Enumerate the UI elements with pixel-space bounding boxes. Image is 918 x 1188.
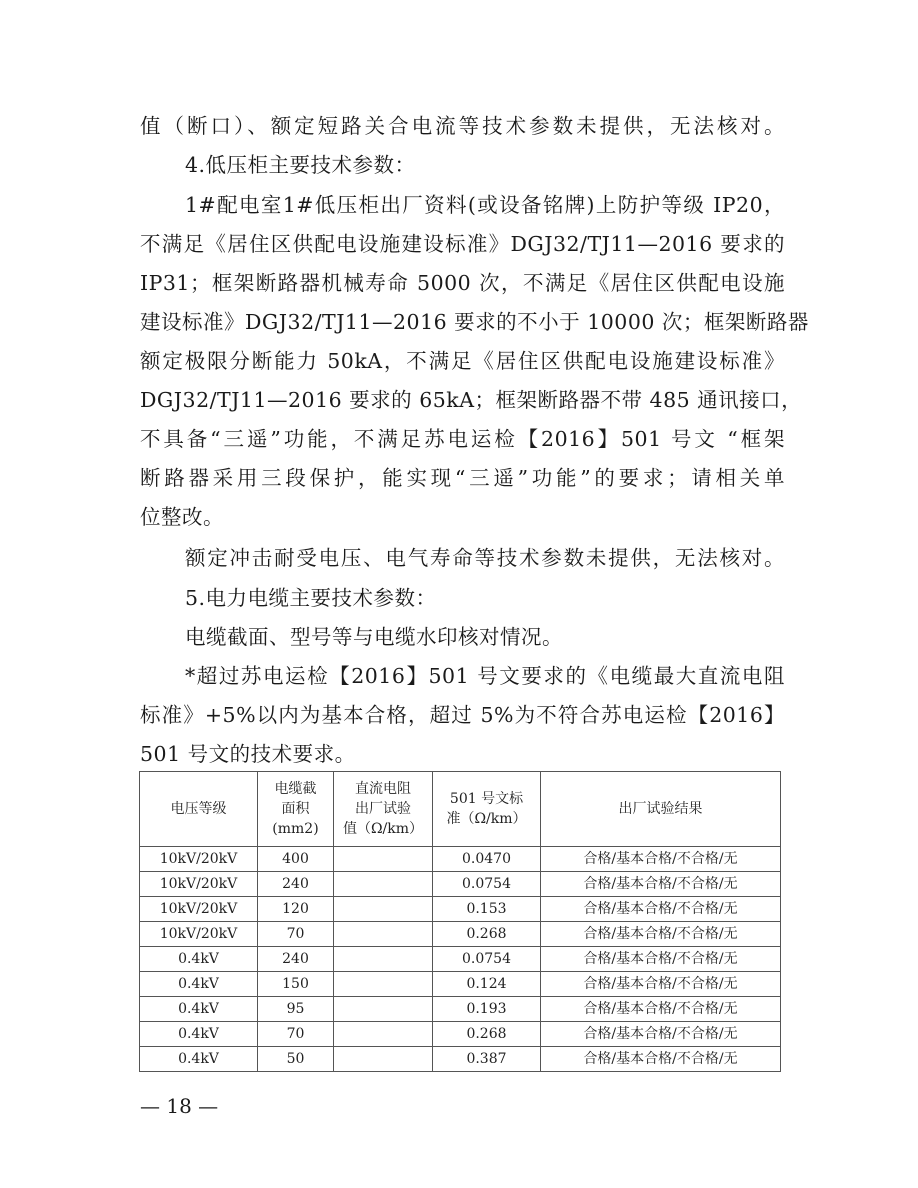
paragraph-line: 额定冲击耐受电压、电气寿命等技术参数未提供，无法核对。 xyxy=(185,546,785,570)
paragraph-line: 不满足《居住区供配电设施建设标准》DGJ32/TJ11—2016 要求的 xyxy=(140,232,785,256)
table-row xyxy=(140,847,781,872)
cell-standard: 0.387 xyxy=(433,1047,541,1072)
section-heading-power-cable: 5.电力电缆主要技术参数： xyxy=(185,586,437,610)
cell-voltage: 10kV/20kV xyxy=(140,872,258,897)
section-heading-low-voltage-cabinet: 4.低压柜主要技术参数： xyxy=(185,153,416,177)
cell-result: 合格/基本合格/不合格/无 xyxy=(541,997,781,1022)
cell-section: 120 xyxy=(258,897,334,922)
paragraph-line: 断路器采用三段保护，能实现“三遥”功能”的要求；请相关单 xyxy=(140,466,785,490)
cable-resistance-table xyxy=(139,771,781,1072)
paragraph-line: 标准》+5%以内为基本合格，超过 5%为不符合苏电运检【2016】 xyxy=(140,703,785,727)
cell-standard: 0.193 xyxy=(433,997,541,1022)
header-voltage-level: 电压等级 xyxy=(140,772,258,847)
cell-voltage: 10kV/20kV xyxy=(140,847,258,872)
cell-voltage: 0.4kV xyxy=(140,1022,258,1047)
table-row xyxy=(140,972,781,997)
cell-voltage: 0.4kV xyxy=(140,997,258,1022)
paragraph-line: 电缆截面、型号等与电缆水印核对情况。 xyxy=(185,625,563,649)
cell-section: 95 xyxy=(258,997,334,1022)
cell-result: 合格/基本合格/不合格/无 xyxy=(541,847,781,872)
header-test-result: 出厂试验结果 xyxy=(541,772,781,847)
cell-dc-resistance xyxy=(334,1022,433,1047)
cell-voltage: 0.4kV xyxy=(140,947,258,972)
cell-section: 150 xyxy=(258,972,334,997)
cell-dc-resistance xyxy=(334,1047,433,1072)
paragraph-line: 501 号文的技术要求。 xyxy=(140,742,356,766)
cell-section: 240 xyxy=(258,872,334,897)
cell-section: 50 xyxy=(258,1047,334,1072)
paragraph-line: 建设标准》DGJ32/TJ11—2016 要求的不小于 10000 次；框架断路器 xyxy=(140,310,809,334)
cell-dc-resistance xyxy=(334,997,433,1022)
table-row xyxy=(140,897,781,922)
paragraph-line: IP31；框架断路器机械寿命 5000 次，不满足《居住区供配电设施 xyxy=(140,271,785,295)
cell-result: 合格/基本合格/不合格/无 xyxy=(541,972,781,997)
table-row xyxy=(140,872,781,897)
cell-result: 合格/基本合格/不合格/无 xyxy=(541,897,781,922)
cell-dc-resistance xyxy=(334,947,433,972)
cell-dc-resistance xyxy=(334,972,433,997)
cell-standard: 0.268 xyxy=(433,1022,541,1047)
header-dc-resistance-test: 直流电阻 出厂试验 值（Ω/km） xyxy=(334,772,433,847)
paragraph-line: DGJ32/TJ11—2016 要求的 65kA；框架断路器不带 485 通讯接口， xyxy=(140,388,803,412)
cell-standard: 0.153 xyxy=(433,897,541,922)
cell-standard: 0.268 xyxy=(433,922,541,947)
cell-result: 合格/基本合格/不合格/无 xyxy=(541,1022,781,1047)
cell-standard: 0.0754 xyxy=(433,872,541,897)
cell-dc-resistance xyxy=(334,872,433,897)
table-row xyxy=(140,997,781,1022)
cell-result: 合格/基本合格/不合格/无 xyxy=(541,947,781,972)
table-row xyxy=(140,1047,781,1072)
cell-result: 合格/基本合格/不合格/无 xyxy=(541,1047,781,1072)
cell-result: 合格/基本合格/不合格/无 xyxy=(541,872,781,897)
cell-dc-resistance xyxy=(334,897,433,922)
paragraph-line: 不具备“三遥”功能，不满足苏电运检【2016】501 号文 “框架 xyxy=(140,427,785,451)
cell-standard: 0.0754 xyxy=(433,947,541,972)
cell-section: 70 xyxy=(258,1022,334,1047)
cell-voltage: 10kV/20kV xyxy=(140,922,258,947)
paragraph-line: 值（断口）、额定短路关合电流等技术参数未提供，无法核对。 xyxy=(140,114,785,138)
paragraph-line: 1#配电室1#低压柜出厂资料(或设备铭牌)上防护等级 IP20， xyxy=(185,193,785,217)
table-header-row xyxy=(140,772,781,847)
page-number: — 18 — xyxy=(140,1094,219,1118)
paragraph-line: *超过苏电运检【2016】501 号文要求的《电缆最大直流电阻 xyxy=(185,664,785,688)
cell-voltage: 0.4kV xyxy=(140,972,258,997)
cell-section: 400 xyxy=(258,847,334,872)
cell-result: 合格/基本合格/不合格/无 xyxy=(541,922,781,947)
cell-standard: 0.0470 xyxy=(433,847,541,872)
table-row xyxy=(140,1022,781,1047)
cell-section: 70 xyxy=(258,922,334,947)
table-row xyxy=(140,947,781,972)
table-row xyxy=(140,922,781,947)
paragraph-line: 额定极限分断能力 50kA，不满足《居住区供配电设施建设标准》 xyxy=(140,349,785,373)
cell-dc-resistance xyxy=(334,847,433,872)
header-501-standard: 501 号文标 准（Ω/km） xyxy=(433,772,541,847)
cell-voltage: 10kV/20kV xyxy=(140,897,258,922)
cell-voltage: 0.4kV xyxy=(140,1047,258,1072)
cell-section: 240 xyxy=(258,947,334,972)
header-cross-section: 电缆截 面积 (mm2) xyxy=(258,772,334,847)
cell-dc-resistance xyxy=(334,922,433,947)
paragraph-line: 位整改。 xyxy=(140,505,224,529)
cell-standard: 0.124 xyxy=(433,972,541,997)
